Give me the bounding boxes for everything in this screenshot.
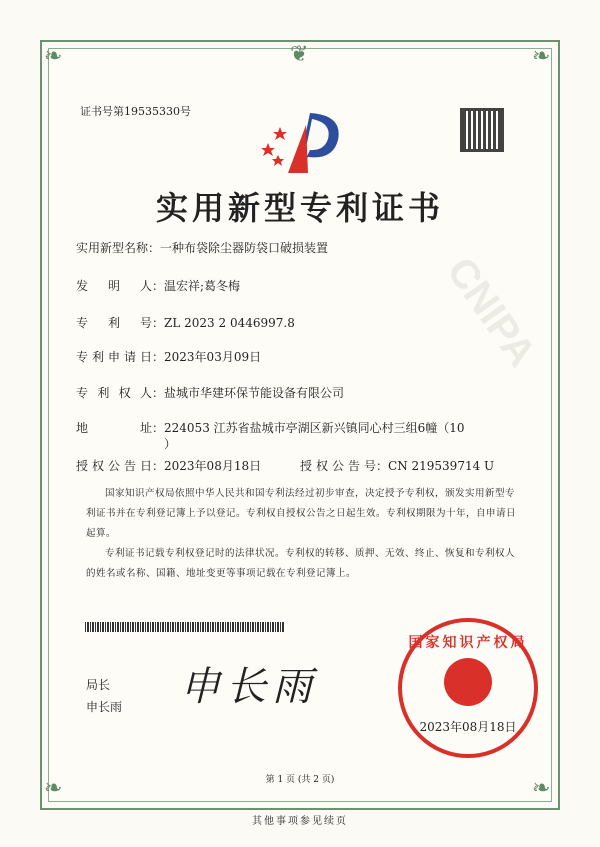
field-label: 专利号: [76, 316, 152, 330]
ornament-icon: ❧: [44, 776, 63, 801]
signature-name: 申长雨: [86, 700, 123, 714]
seal-date: 2023年08月18日: [419, 720, 517, 734]
page-number: 第 1 页 (共 2 页): [265, 775, 335, 785]
signature: 申长雨: [180, 664, 318, 710]
signature-title: 局长: [86, 678, 111, 692]
ornament-icon: ❧: [532, 776, 551, 801]
qr-code: [460, 108, 504, 152]
paragraphs: [86, 484, 516, 584]
official-seal: 国家知识产权局 2023年08月18日: [398, 618, 538, 758]
ornament-icon: ❧: [44, 44, 63, 69]
field-label: 发明人: [76, 279, 152, 293]
paragraph: 国家知识产权局依照中华人民共和国专利法经过初步审查，决定授予专利权，颁发实用新型专利证书并在专利登记簿上予以登记。专利权自授权公告之日起生效。专利权期限为十年，自申请日起算。: [86, 488, 517, 539]
field-patentee: 专利权人 ： 盐城市华建环保节能设备有限公司: [76, 386, 345, 400]
field-name: 实用新型名称 ： 一种布袋除尘器防袋口破损装置: [76, 241, 329, 255]
field-address: 地址 ： 224053 江苏省盐城市亭湖区新兴镇同心村三组6幢（10 ）: [76, 421, 465, 451]
field-patent-no: 专利号 ： ZL 2023 2 0446997.8: [76, 316, 295, 330]
barcode: [85, 622, 285, 632]
footer-note: 其他事项参见续页: [252, 816, 348, 827]
watermark: CNIPA: [438, 249, 545, 375]
field-grant-date: 授权公告日 ： 2023年08月18日: [76, 459, 262, 473]
ornament-icon: ❦: [290, 42, 309, 67]
national-emblem-icon: [444, 658, 492, 706]
cnipa-logo: [258, 105, 348, 175]
certificate-number: 证书号第19535330号: [80, 105, 191, 118]
field-grant-no: 授权公告号 ： CN 219539714 U: [300, 459, 495, 473]
field-application-date: 专利申请日 ： 2023年03月09日: [76, 350, 262, 364]
field-inventor: 发明人 ： 温宏祥;葛冬梅: [76, 279, 241, 293]
page-title: 实用新型专利证书: [155, 189, 444, 227]
paragraph: 专利证书记载专利权登记时的法律状况。专利权的转移、质押、无效、终止、恢复和专利权人的姓名或名称、国籍、地址变更等事项记载在专利登记簿上。: [86, 548, 516, 579]
ornament-icon: ❧: [532, 44, 551, 69]
